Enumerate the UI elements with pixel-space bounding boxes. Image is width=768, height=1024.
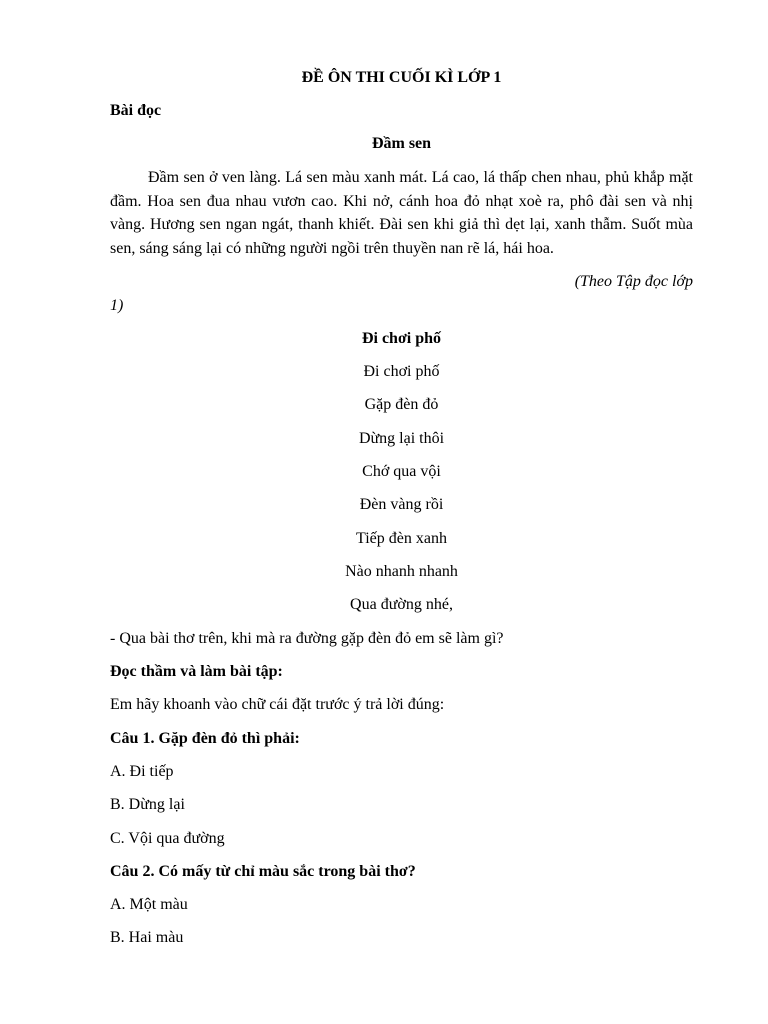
question-1-label: Câu 1. Gặp đèn đỏ thì phải: (110, 730, 300, 747)
reading-heading: Bài đọc (110, 102, 162, 119)
silent-reading-heading: Đọc thầm và làm bài tập: (110, 663, 283, 680)
poem-line: Tiếp đèn xanh (356, 530, 447, 547)
question-1-option-a: A. Đi tiếp (110, 763, 174, 780)
poem-line: Nào nhanh nhanh (345, 563, 458, 580)
poem-line: Chớ qua vội (362, 463, 441, 480)
question-1-option-c: C. Vội qua đường (110, 830, 225, 847)
poem-title: Đi chơi phố (361, 330, 442, 347)
question-2-option-b: B. Hai màu (110, 929, 184, 946)
poem-line: Qua đường nhé, (350, 596, 453, 613)
question-2-label: Câu 2. Có mấy từ chỉ màu sắc trong bài thơ? (110, 863, 416, 880)
poem-question: - Qua bài thơ trên, khi mà ra đường gặp đèn đỏ em sẽ làm gì? (110, 630, 504, 647)
story-source-line2: 1) (110, 297, 124, 314)
poem-line: Dừng lại thôi (358, 430, 445, 447)
document-title: ĐỀ ÔN THI CUỐI KÌ LỚP 1 (301, 69, 502, 86)
poem-line: Gặp đèn đỏ (364, 396, 439, 413)
poem-line: Đèn vàng rồi (359, 496, 444, 513)
question-2-option-a: A. Một màu (110, 896, 188, 913)
story-body: Đầm sen ở ven làng. Lá sen màu xanh mát. Lá cao, lá thấp chen nhau, phủ khắp mặt đầm. Hoa sen đua nhau vươn cao. Khi nở, cánh hoa đỏ nhạt xoè ra, phô đài sen và nhị vàng. Hương sen ngan ngát, thanh khiết. Đài sen khi giả thì dẹt lại, xanh thẫm. Suốt mùa sen, sáng sáng lại có những người ngồi trên thuyền nan rẽ lá, hái hoa. (110, 169, 693, 257)
story-title: Đầm sen (371, 135, 432, 152)
story-source-line1: (Theo Tập đọc lớp (574, 273, 693, 290)
instruction-text: Em hãy khoanh vào chữ cái đặt trước ý trả lời đúng: (110, 696, 445, 713)
poem-line: Đi chơi phố (363, 363, 440, 380)
question-1-option-b: B. Dừng lại (110, 796, 185, 813)
